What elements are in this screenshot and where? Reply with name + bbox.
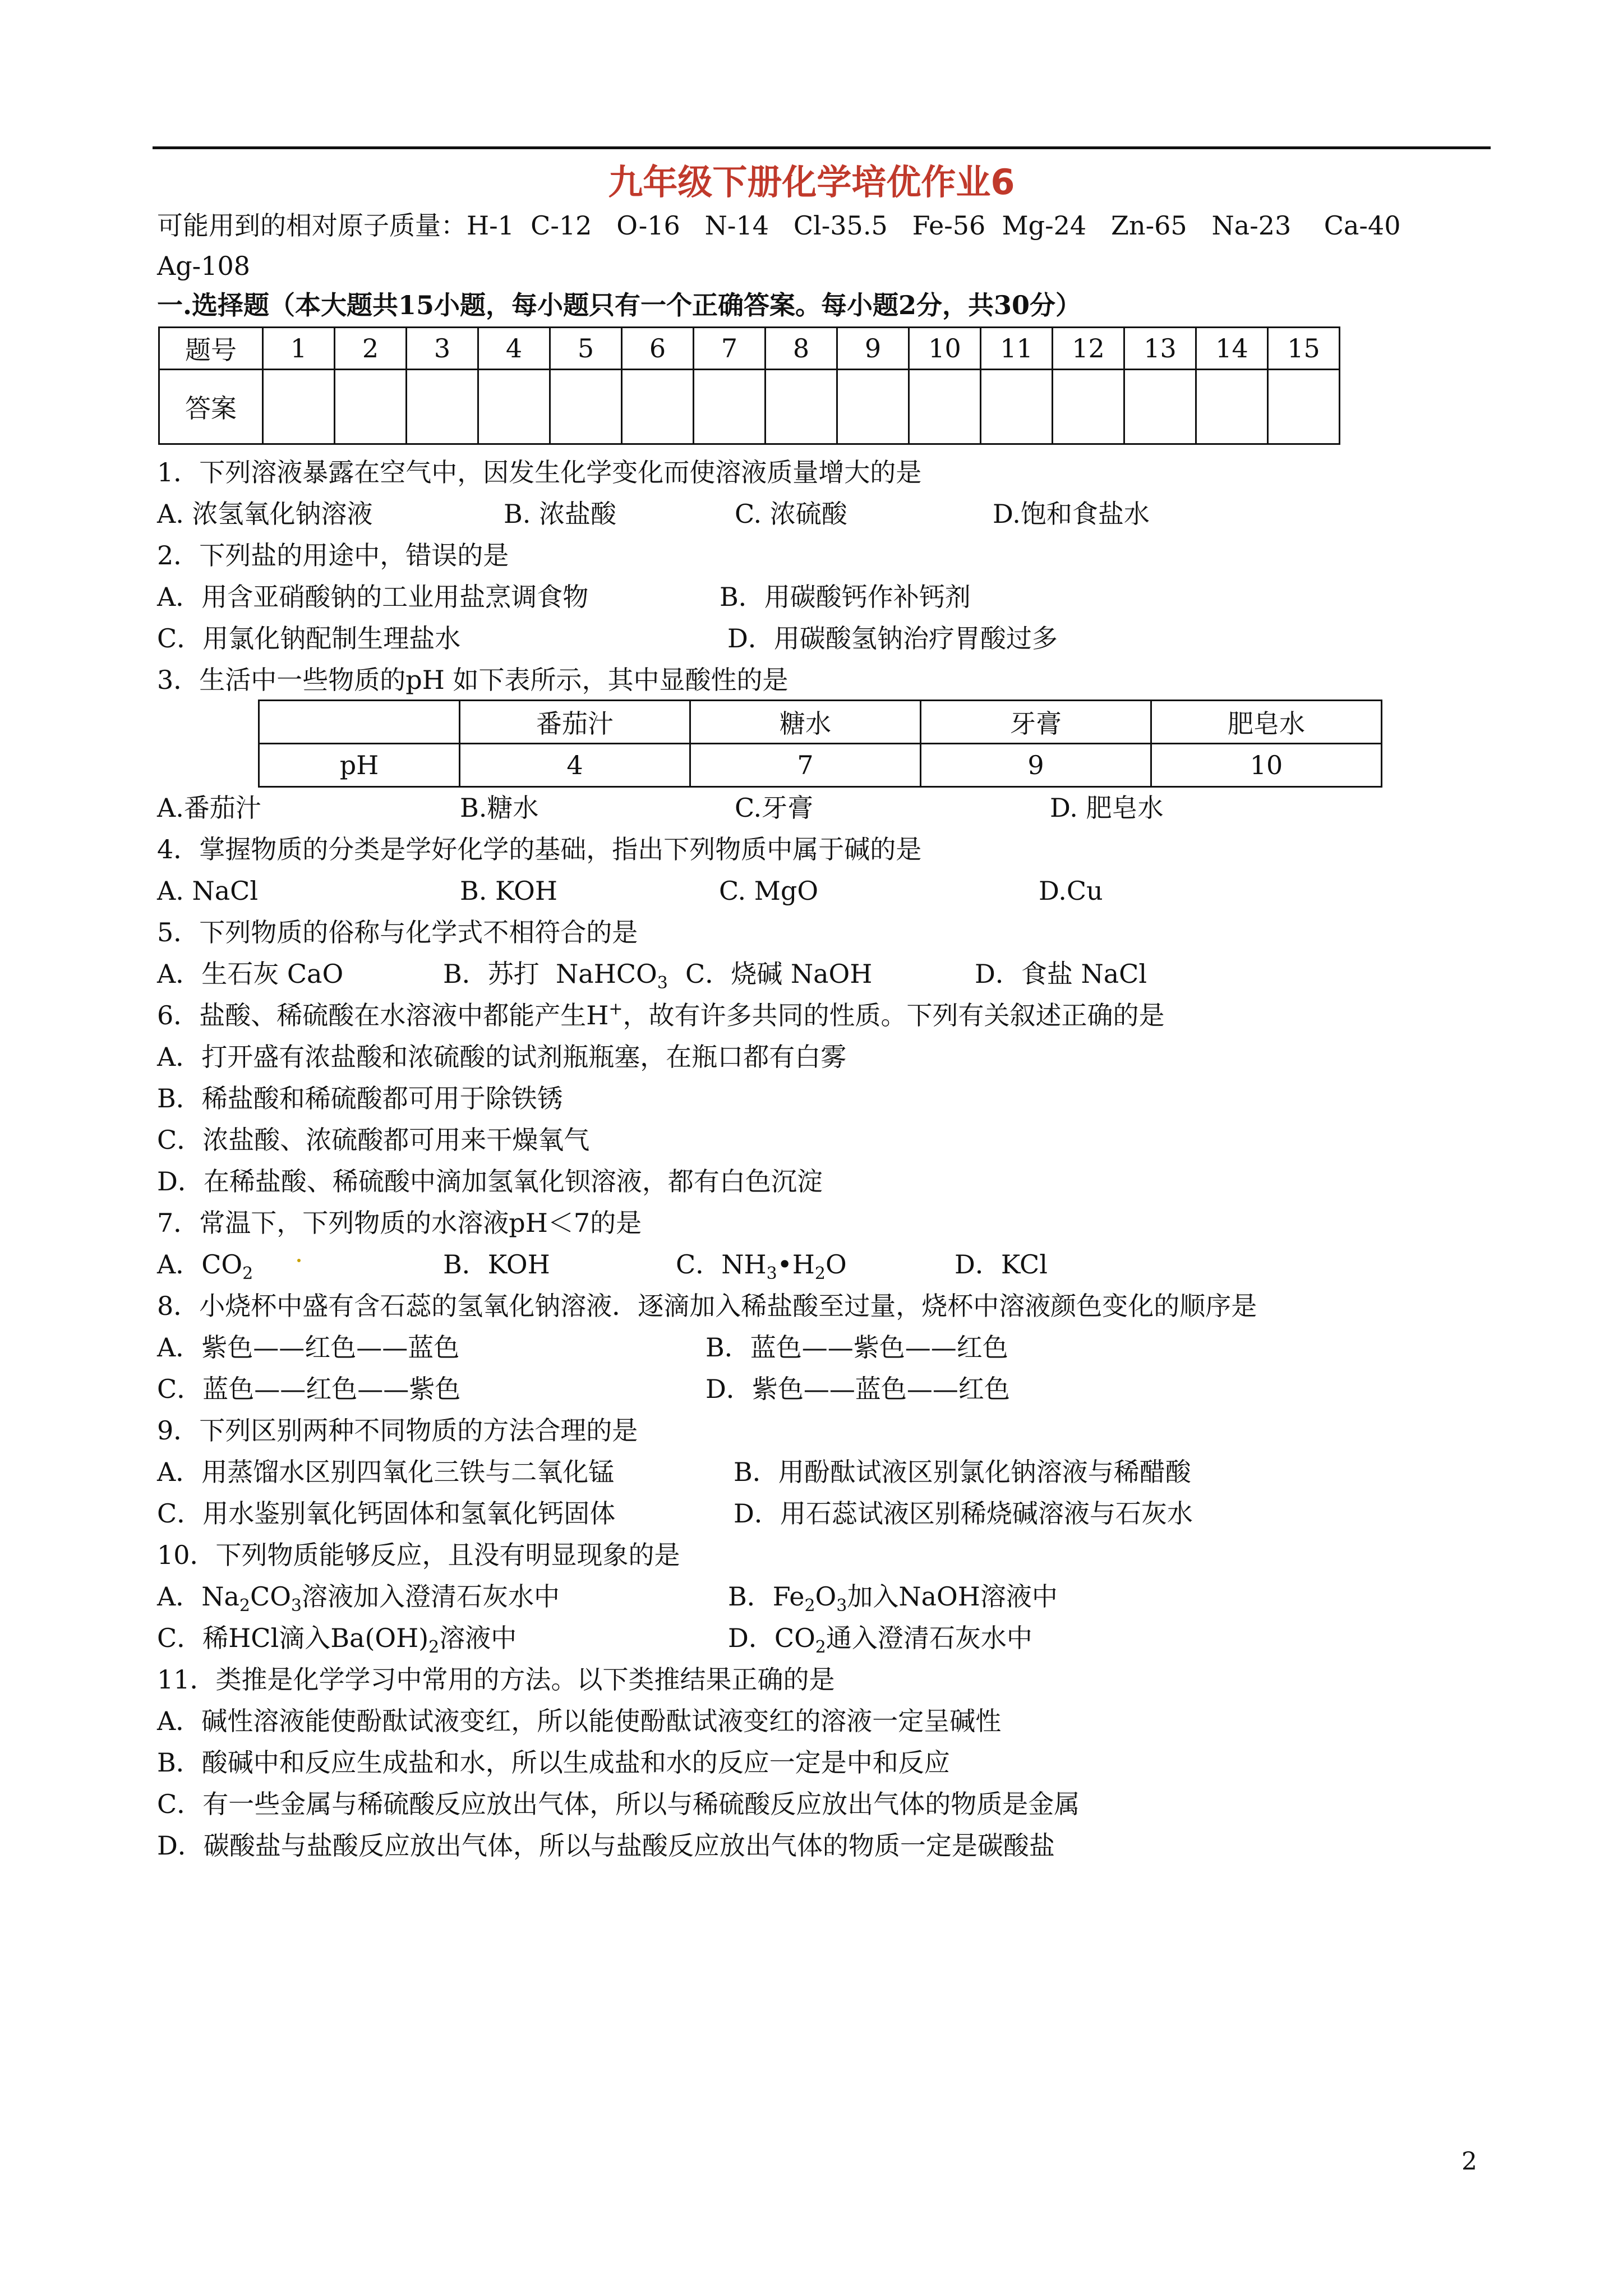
question-2-option-c: C．用氯化钠配制生理盐水	[157, 623, 461, 654]
answer-cell[interactable]	[694, 370, 766, 444]
ph-table-value-cell: 9	[921, 744, 1151, 787]
question-5-option-c: C．烧碱 NaOH	[685, 959, 873, 989]
question-number-cell: 13	[1124, 328, 1196, 370]
question-3-option-b: B.糖水	[460, 793, 539, 823]
answer-cell[interactable]	[407, 370, 478, 444]
question-1-option-d: D.饱和食盐水	[993, 499, 1150, 529]
question-1-option-c: C. 浓硫酸	[735, 499, 847, 529]
answer-cell[interactable]	[550, 370, 622, 444]
answer-cell[interactable]	[837, 370, 909, 444]
answer-table-row-header: 题号	[159, 328, 263, 370]
atomic-masses-line: 可能用到的相对原子质量：H-1 C-12 O-16 N-14 Cl-35.5 Fe-56 Mg-24 Zn-65 Na-23 Ca-40	[157, 210, 1401, 241]
ph-table-header-cell: 番茄汁	[460, 701, 690, 744]
question-number-cell: 6	[622, 328, 694, 370]
question-10-option-b: B．$Fe_2O_3$加入NaOH溶液中	[728, 1581, 1058, 1616]
question-7-option-c: C．$NH_3•H_2O$	[676, 1249, 847, 1283]
ph-table-value-cell: 7	[690, 744, 921, 787]
answer-cell[interactable]	[766, 370, 837, 444]
question-number-cell: 2	[335, 328, 407, 370]
answer-cell[interactable]	[622, 370, 694, 444]
question-11-stem: 11．类推是化学学习中常用的方法。以下类推结果正确的是	[157, 1664, 835, 1695]
question-7-option-a: A．$CO_2$	[157, 1249, 253, 1283]
answer-cell[interactable]	[1196, 370, 1268, 444]
question-5-option-a: A．生石灰 CaO	[157, 959, 344, 989]
answer-cell[interactable]	[478, 370, 550, 444]
stray-dot-mark	[297, 1259, 301, 1262]
question-6-option-b: B．稀盐酸和稀硫酸都可用于除铁锈	[157, 1083, 563, 1114]
answer-cell[interactable]	[263, 370, 335, 444]
question-11-option-a: A．碱性溶液能使酚酞试液变红，所以能使酚酞试液变红的溶液一定呈碱性	[157, 1706, 1002, 1736]
question-2-stem: 2．下列盐的用途中，错误的是	[157, 540, 509, 570]
question-8-stem: 8．小烧杯中盛有含石蕊的氢氧化钠溶液．逐滴加入稀盐酸至过量，烧杯中溶液颜色变化的顺序是	[157, 1291, 1257, 1321]
ph-table-header-row	[259, 701, 1382, 744]
ph-table	[258, 700, 1382, 788]
question-1-stem: 1．下列溶液暴露在空气中，因发生化学变化而使溶液质量增大的是	[157, 457, 922, 487]
ph-table-header-cell: 牙膏	[921, 701, 1151, 744]
question-3-option-c: C.牙膏	[735, 793, 814, 823]
question-3-stem: 3．生活中一些物质的pH 如下表所示，其中显酸性的是	[157, 665, 789, 695]
question-8-option-c: C．蓝色——红色——紫色	[157, 1374, 461, 1404]
question-number-cell: 14	[1196, 328, 1268, 370]
question-6-option-d: D．在稀盐酸、稀硫酸中滴加氢氧化钡溶液，都有白色沉淀	[157, 1166, 823, 1197]
answer-cell[interactable]	[909, 370, 981, 444]
page-number: 2	[1461, 2147, 1477, 2176]
question-4-option-b: B. KOH	[460, 876, 558, 906]
question-11-option-d: D．碳酸盐与盐酸反应放出气体，所以与盐酸反应放出气体的物质一定是碳酸盐	[157, 1830, 1055, 1861]
question-7-option-b: B．KOH	[443, 1249, 550, 1280]
question-number-cell: 8	[766, 328, 837, 370]
question-8-option-a: A．紫色——红色——蓝色	[157, 1332, 460, 1363]
answer-table	[158, 326, 1340, 445]
question-number-cell: 5	[550, 328, 622, 370]
answer-table-number-row	[159, 328, 1340, 370]
ph-table-header-cell: 肥皂水	[1151, 701, 1382, 744]
question-number-cell: 1	[263, 328, 335, 370]
question-10-option-a: A．$Na_2CO_3$溶液加入澄清石灰水中	[157, 1581, 560, 1616]
answer-cell[interactable]	[1124, 370, 1196, 444]
answer-cell[interactable]	[981, 370, 1053, 444]
ph-table-value-row	[259, 744, 1382, 787]
question-5-stem: 5．下列物质的俗称与化学式不相符合的是	[157, 917, 638, 947]
question-8-option-d: D．紫色——蓝色——红色	[706, 1374, 1010, 1404]
answer-cell[interactable]	[1268, 370, 1340, 444]
ph-table-value-cell: 4	[460, 744, 690, 787]
question-11-option-c: C．有一些金属与稀硫酸反应放出气体，所以与稀硫酸反应放出气体的物质是金属	[157, 1789, 1080, 1819]
question-7-stem: 7．常温下，下列物质的水溶液pH＜7的是	[157, 1208, 642, 1238]
question-6-option-a: A．打开盛有浓盐酸和浓硫酸的试剂瓶瓶塞，在瓶口都有白雾	[157, 1042, 847, 1072]
question-9-option-b: B．用酚酞试液区别氯化钠溶液与稀醋酸	[734, 1457, 1191, 1487]
ph-table-row-label: pH	[259, 744, 460, 787]
question-9-option-c: C．用水鉴别氧化钙固体和氢氧化钙固体	[157, 1498, 616, 1529]
ph-table-value-cell: 10	[1151, 744, 1382, 787]
header-rule	[153, 146, 1491, 149]
question-1-option-a: A. 浓氢氧化钠溶液	[157, 499, 373, 529]
question-2-option-d: D．用碳酸氢钠治疗胃酸过多	[727, 623, 1058, 654]
question-2-option-b: B．用碳酸钙作补钙剂	[720, 582, 971, 612]
question-7-option-d: D．KCl	[955, 1249, 1048, 1280]
question-3-option-d: D. 肥皂水	[1050, 793, 1164, 823]
question-4-stem: 4．掌握物质的分类是学好化学的基础，指出下列物质中属于碱的是	[157, 834, 922, 864]
question-number-cell: 10	[909, 328, 981, 370]
question-number-cell: 4	[478, 328, 550, 370]
section-heading: 一.选择题（本大题共15小题，每小题只有一个正确答案。每小题2分，共30分）	[157, 290, 1082, 320]
question-number-cell: 12	[1053, 328, 1124, 370]
atomic-masses-line-cont: Ag-108	[157, 251, 251, 281]
page-title: 九年级下册化学培优作业6	[608, 162, 1015, 203]
question-10-stem: 10．下列物质能够反应，且没有明显现象的是	[157, 1540, 680, 1570]
question-4-option-c: C. MgO	[719, 876, 819, 906]
answer-table-row-header: 答案	[159, 370, 263, 444]
question-number-cell: 9	[837, 328, 909, 370]
ph-table-header-cell: 糖水	[690, 701, 921, 744]
question-number-cell: 3	[407, 328, 478, 370]
question-2-option-a: A．用含亚硝酸钠的工业用盐烹调食物	[157, 582, 589, 612]
question-4-option-d: D.Cu	[1039, 876, 1103, 906]
question-9-option-d: D．用石蕊试液区别稀烧碱溶液与石灰水	[734, 1498, 1193, 1529]
question-10-option-d: D．$CO_2$通入澄清石灰水中	[728, 1623, 1032, 1657]
question-number-cell: 7	[694, 328, 766, 370]
question-5-option-b: B．苏打 NaHCO$_3$	[443, 959, 668, 993]
question-9-stem: 9．下列区别两种不同物质的方法合理的是	[157, 1415, 638, 1446]
question-number-cell: 15	[1268, 328, 1340, 370]
question-4-option-a: A. NaCl	[157, 876, 259, 906]
answer-table-answer-row	[159, 370, 1340, 444]
answer-cell[interactable]	[1053, 370, 1124, 444]
question-number-cell: 11	[981, 328, 1053, 370]
question-3-option-a: A.番茄汁	[157, 793, 261, 823]
question-5-option-d: D．食盐 NaCl	[975, 959, 1147, 989]
answer-cell[interactable]	[335, 370, 407, 444]
question-6-option-c: C．浓盐酸、浓硫酸都可用来干燥氧气	[157, 1125, 590, 1155]
question-9-option-a: A．用蒸馏水区别四氧化三铁与二氧化锰	[157, 1457, 615, 1487]
question-8-option-b: B．蓝色——紫色——红色	[706, 1332, 1008, 1363]
question-10-option-c: C．稀HCl滴入$Ba(OH)_2$溶液中	[157, 1623, 517, 1657]
question-1-option-b: B. 浓盐酸	[504, 499, 617, 529]
question-11-option-b: B．酸碱中和反应生成盐和水，所以生成盐和水的反应一定是中和反应	[157, 1747, 950, 1778]
question-6-stem: 6．盐酸、稀硫酸在水溶液中都能产生H+，故有许多共同的性质。下列有关叙述正确的是	[157, 999, 1165, 1030]
ph-table-corner-cell	[259, 701, 460, 744]
